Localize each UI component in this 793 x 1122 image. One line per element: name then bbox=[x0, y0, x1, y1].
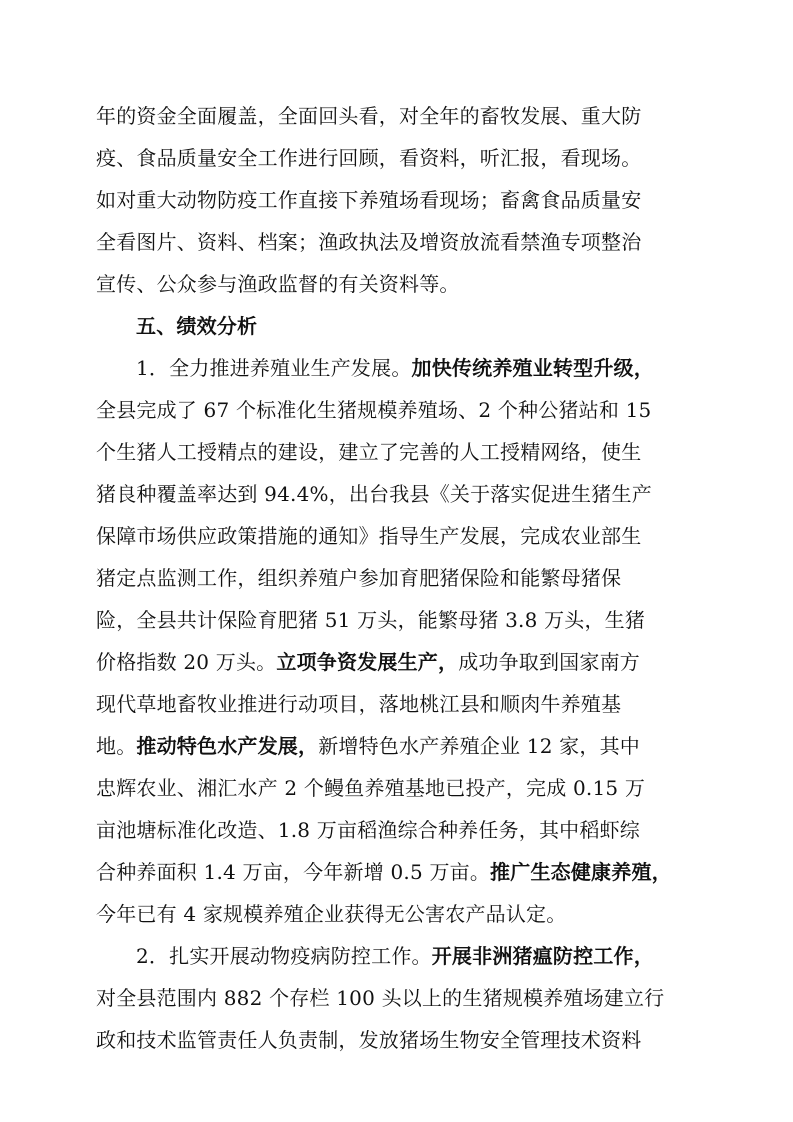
text-span: 亩池塘标准化改造、1.8 万亩稻渔综合种养任务，其中稻虾综 bbox=[96, 818, 640, 842]
text-span: 今年已有 4 家规模养殖企业获得无公害农产品认定。 bbox=[96, 902, 567, 926]
text-span: 险，全县共计保险育肥猪 51 万头，能繁母猪 3.8 万头，生猪 bbox=[96, 608, 646, 632]
text-span: 年的资金全面履盖，全面回头看，对全年的畜牧发展、重大防 bbox=[96, 104, 642, 128]
bold-span: 推动特色水产发展， bbox=[136, 734, 319, 758]
text-line bbox=[96, 599, 645, 641]
text-line bbox=[96, 557, 621, 599]
text-span: 猪定点监测工作，组织养殖户参加育肥猪保险和能繁母猪保 bbox=[96, 566, 622, 590]
text-span: 成功争取到国家南方 bbox=[458, 650, 640, 674]
text-span: 忠辉农业、湘汇水产 2 个鳗鱼养殖基地已投产，完成 0.15 万 bbox=[96, 776, 646, 800]
text-span: 现代草地畜牧业推进行动项目，落地桃江县和顺肉牛养殖基 bbox=[96, 692, 622, 716]
text-line bbox=[136, 347, 654, 389]
text-line bbox=[96, 515, 641, 557]
text-line bbox=[96, 851, 672, 893]
text-line bbox=[96, 137, 641, 179]
text-line bbox=[96, 473, 652, 515]
text-span: 全看图片、资料、档案；渔政执法及增资放流看禁渔专项整治 bbox=[96, 230, 642, 254]
text-span: 保障市场供应政策措施的通知》指导生产发展，完成农业部生 bbox=[96, 524, 642, 548]
text-line bbox=[96, 809, 640, 851]
bold-span: 立项争资发展生产， bbox=[276, 650, 459, 674]
text-line bbox=[96, 1019, 641, 1061]
section-heading bbox=[136, 305, 257, 347]
text-span: 全县完成了 67 个标准化生猪规模养殖场、2 个种公猪站和 15 bbox=[96, 398, 652, 422]
text-span: 政和技术监管责任人负责制，发放猪场生物安全管理技术资料 bbox=[96, 1028, 642, 1052]
text-line bbox=[96, 767, 645, 809]
text-span: 猪良种覆盖率达到 94.4%，出台我县《关于落实促进生猪生产 bbox=[96, 482, 652, 506]
bold-span: 推广生态健康养殖， bbox=[490, 860, 672, 884]
text-span: 价格指数 20 万头。 bbox=[96, 650, 277, 674]
text-line bbox=[96, 389, 651, 431]
text-span: 新增特色水产养殖企业 12 家，其中 bbox=[318, 734, 640, 758]
bold-span: 开展非洲猪瘟防控工作， bbox=[431, 944, 654, 968]
text-line bbox=[96, 725, 640, 767]
text-line bbox=[96, 977, 664, 1019]
text-line bbox=[96, 893, 566, 935]
text-span: 个生猪人工授精点的建设，建立了完善的人工授精网络，使生 bbox=[96, 440, 642, 464]
text-span: 合种养面积 1.4 万亩，今年新增 0.5 万亩。 bbox=[96, 860, 491, 884]
text-span: 如对重大动物防疫工作直接下养殖场看现场；畜禽食品质量安 bbox=[96, 188, 642, 212]
text-span: 对全县范围内 882 个存栏 100 头以上的生猪规模养殖场建立行 bbox=[96, 986, 665, 1010]
text-line bbox=[96, 641, 640, 683]
text-line bbox=[96, 95, 641, 137]
text-line bbox=[96, 179, 641, 221]
text-line bbox=[96, 683, 621, 725]
text-span: 地。 bbox=[96, 734, 137, 758]
bold-span: 加快传统养殖业转型升级， bbox=[411, 356, 654, 380]
text-line bbox=[96, 431, 641, 473]
section-heading-text: 五、绩效分析 bbox=[136, 314, 258, 338]
text-span: 1．全力推进养殖业生产发展。 bbox=[136, 356, 412, 380]
text-span: 2．扎实开展动物疫病防控工作。 bbox=[136, 944, 432, 968]
text-span: 宣传、公众参与渔政监督的有关资料等。 bbox=[96, 272, 460, 296]
text-line bbox=[96, 221, 641, 263]
text-line bbox=[96, 263, 460, 305]
text-span: 疫、食品质量安全工作进行回顾，看资料，听汇报，看现场。 bbox=[96, 146, 642, 170]
text-line bbox=[136, 935, 654, 977]
